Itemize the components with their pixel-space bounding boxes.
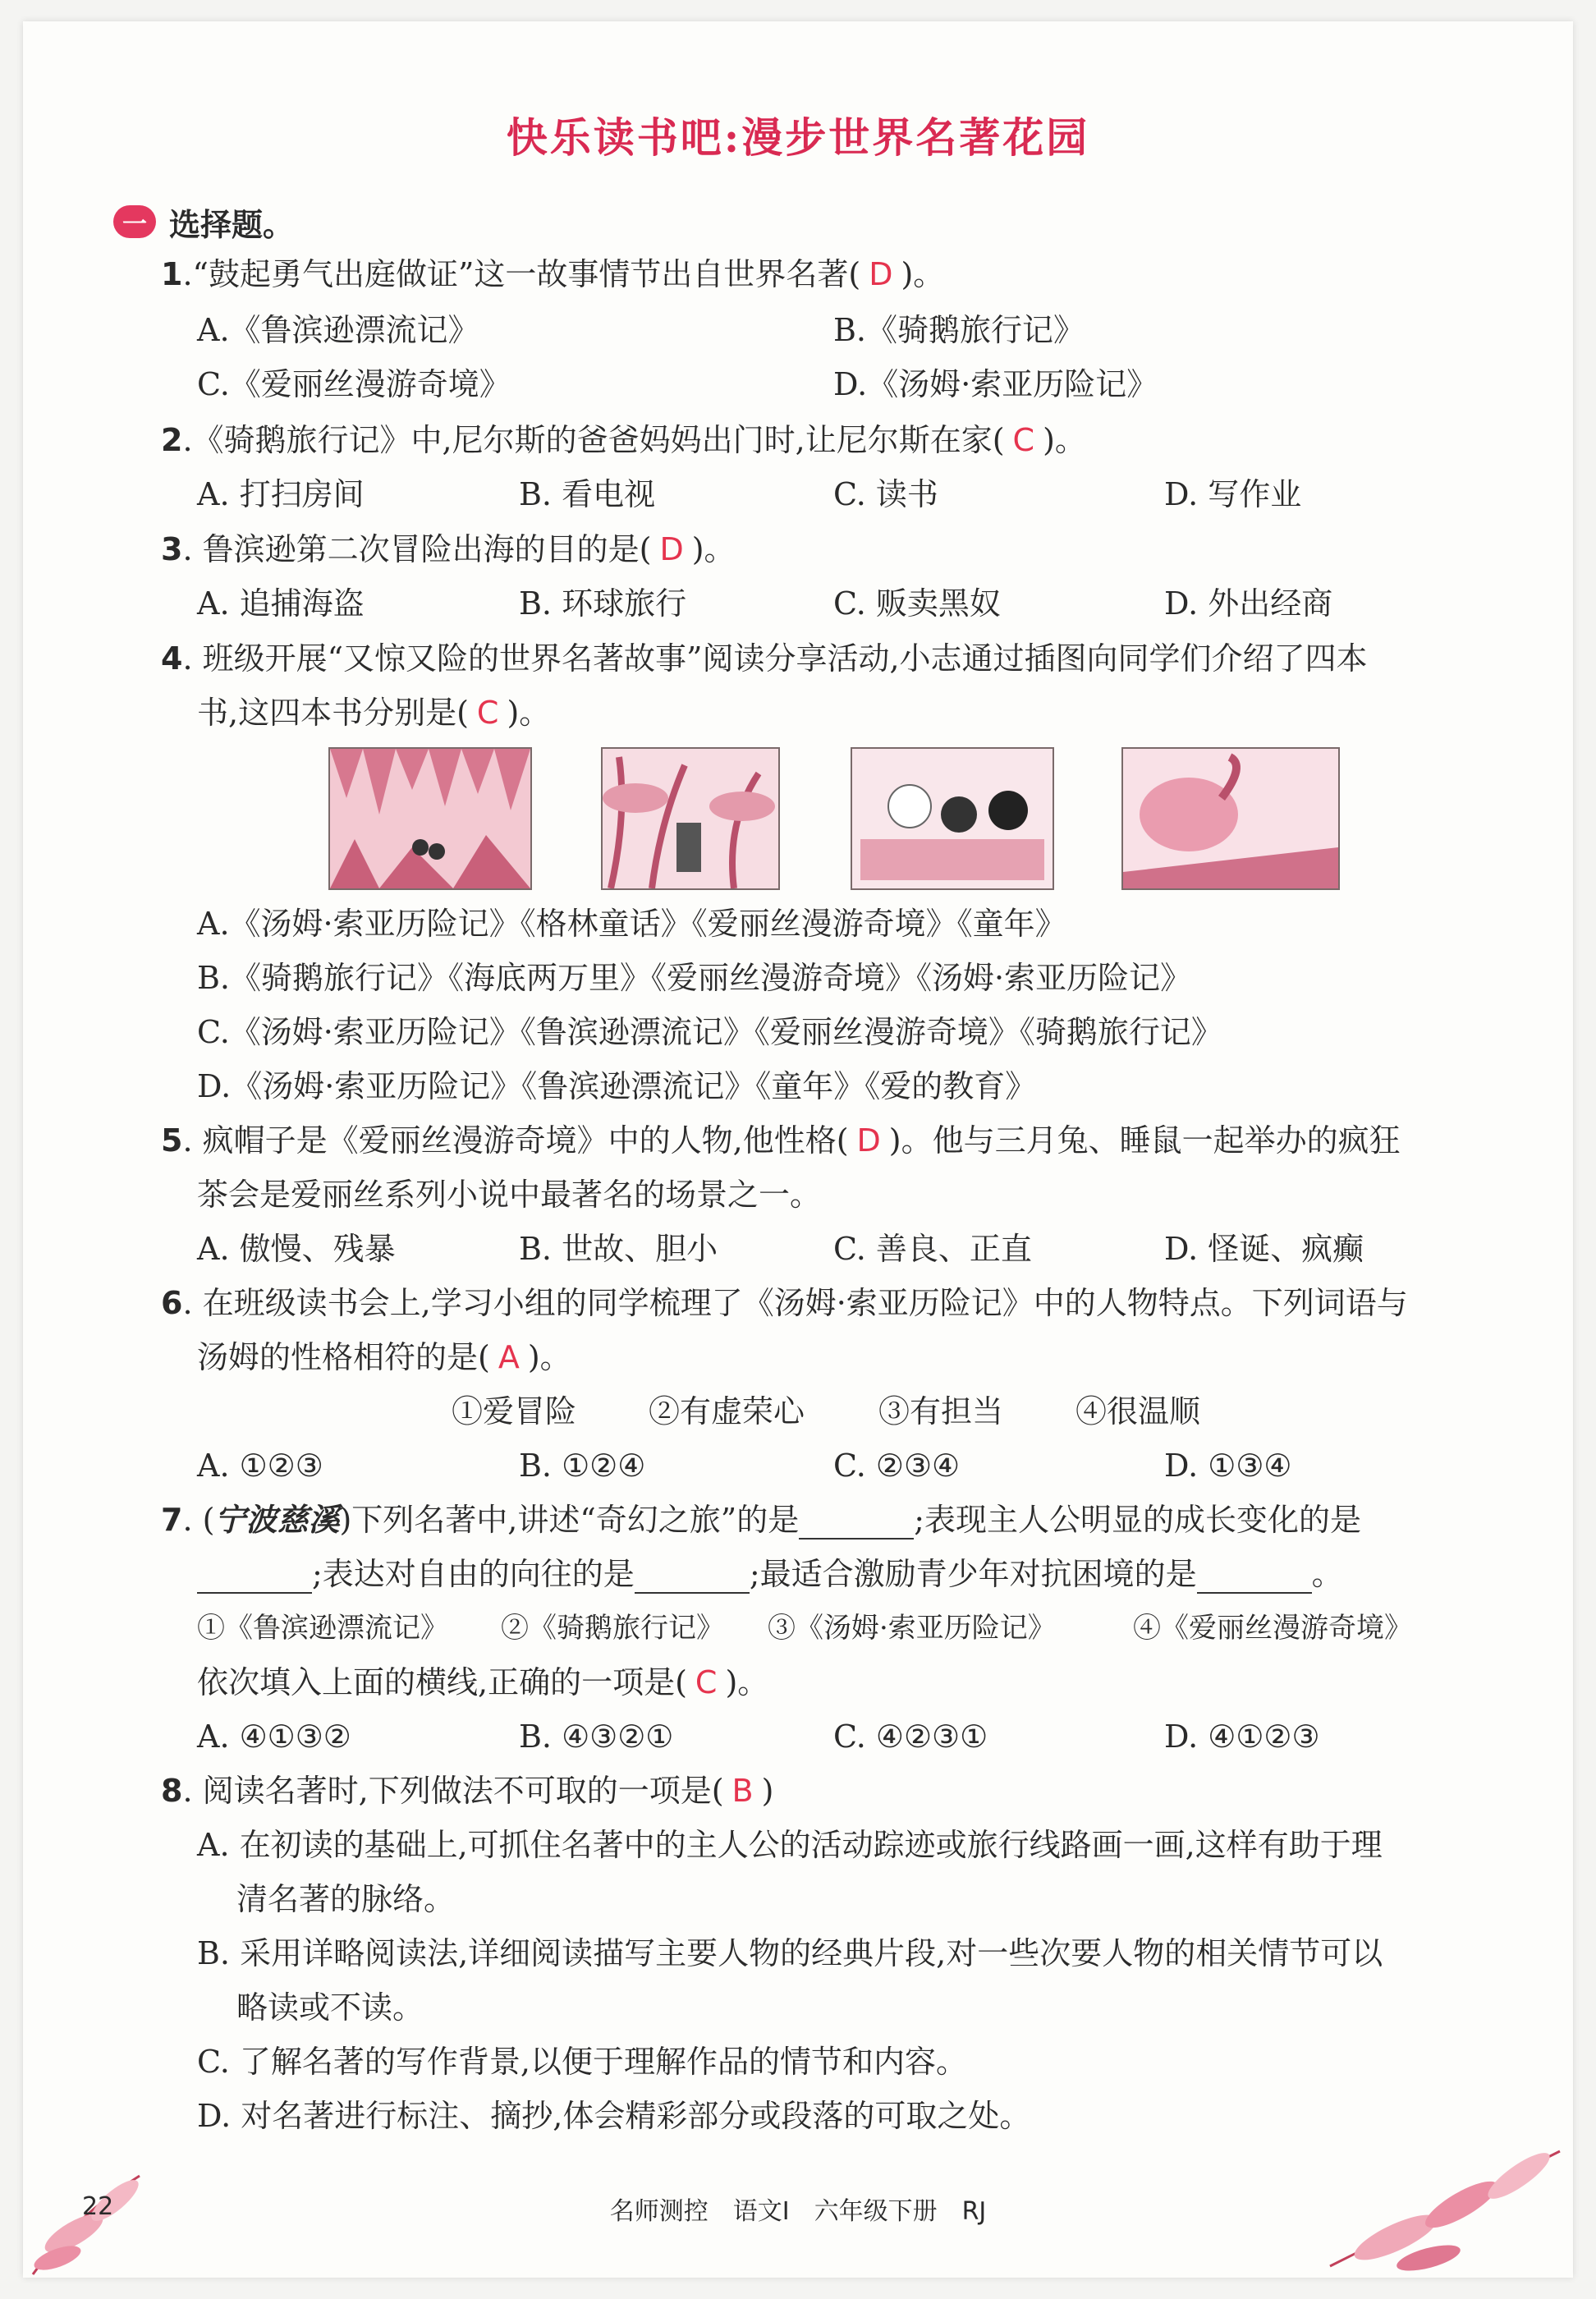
question-1: 1.“鼓起勇气出庭做证”这一故事情节出自世界名著( D )。 <box>161 256 945 292</box>
question-3: 3. 鲁滨逊第二次冒险出海的目的是( D )。 <box>161 531 736 567</box>
illustration-tea-party <box>851 747 1054 890</box>
q7-option-a: A. ④①③② <box>197 1719 351 1755</box>
q8-option-b: B. 采用详略阅读法,详细阅读描写主要人物的经典片段,对一些次要人物的相关情节可以 <box>197 1935 1383 1971</box>
q8-option-d: D. 对名著进行标注、摘抄,体会精彩部分或段落的可取之处。 <box>197 2098 1031 2134</box>
q7-option-d: D. ④①②③ <box>1164 1719 1320 1755</box>
q6-word-2: ②有虚荣心 <box>649 1393 805 1429</box>
page-number: 22 <box>82 2192 114 2221</box>
answer-8: B <box>732 1773 754 1809</box>
q4-option-c: C.《汤姆·索亚历险记》《鲁滨逊漂流记》《爱丽丝漫游奇境》《骑鹅旅行记》 <box>197 1014 1222 1050</box>
footer-text: 名师测控 语文Ⅰ 六年级下册 RJ <box>609 2197 987 2226</box>
question-6: 6. 在班级读书会上,学习小组的同学梳理了《汤姆·索亚历险记》中的人物特点。下列词语与 <box>161 1285 1408 1321</box>
q4-option-a: A.《汤姆·索亚历险记》《格林童话》《爱丽丝漫游奇境》《童年》 <box>197 906 1066 942</box>
question-5-cont: 茶会是爱丽丝系列小说中最著名的场景之一。 <box>197 1177 822 1213</box>
question-5: 5. 疯帽子是《爱丽丝漫游奇境》中的人物,他性格( D )。他与三月兔、睡鼠一起举办的疯狂 <box>161 1122 1401 1159</box>
illustration-cave <box>328 747 532 890</box>
answer-4: C <box>476 695 499 731</box>
q6-word-3: ③有担当 <box>878 1393 1004 1429</box>
q7-book-1: ①《鲁滨逊漂流记》 <box>197 1612 448 1645</box>
q5-option-d: D. 怪诞、疯癫 <box>1164 1231 1364 1267</box>
q3-option-a: A. 追捕海盗 <box>197 585 365 622</box>
question-7: 7. (宁波慈溪)下列名著中,讲述“奇幻之旅”的是 ;表现主人公明显的成长变化的是 <box>161 1501 1362 1538</box>
blank-4[interactable] <box>1197 1564 1312 1594</box>
q3-option-b: B. 环球旅行 <box>519 585 687 622</box>
question-8: 8. 阅读名著时,下列做法不可取的一项是( B ) <box>161 1773 774 1809</box>
answer-2: C <box>1012 422 1035 458</box>
q7-option-b: B. ④③②① <box>519 1719 674 1755</box>
q5-option-a: A. 傲慢、残暴 <box>197 1231 396 1267</box>
blank-2[interactable] <box>197 1564 312 1594</box>
q6-option-a: A. ①②③ <box>197 1448 323 1484</box>
q5-option-c: C. 善良、正直 <box>833 1231 1032 1267</box>
illustration-jungle <box>601 747 780 890</box>
q2-option-c: C. 读书 <box>833 476 938 512</box>
q6-word-1: ①爱冒险 <box>452 1393 577 1429</box>
q6-option-d: D. ①③④ <box>1164 1448 1292 1484</box>
page-title: 快乐读书吧:漫步世界名著花园 <box>506 113 1090 162</box>
question-4: 4. 班级开展“又惊又险的世界名著故事”阅读分享活动,小志通过插图向同学们介绍了四本 <box>161 640 1368 677</box>
q1-option-a: A.《鲁滨逊漂流记》 <box>197 312 479 348</box>
question-6-cont: 汤姆的性格相符的是( A )。 <box>197 1339 571 1375</box>
q4-option-b: B.《骑鹅旅行记》《海底两万里》《爱丽丝漫游奇境》《汤姆·索亚历险记》 <box>197 960 1192 996</box>
blank-3[interactable] <box>635 1564 750 1594</box>
answer-7: C <box>695 1664 718 1700</box>
section-number-badge: 一 <box>113 205 156 238</box>
q7-book-2: ②《骑鹅旅行记》 <box>501 1612 724 1645</box>
q2-option-b: B. 看电视 <box>519 476 656 512</box>
answer-6: A <box>498 1339 520 1375</box>
question-source: 宁波慈溪 <box>214 1501 340 1538</box>
question-7-prompt: 依次填入上面的横线,正确的一项是( C )。 <box>197 1664 769 1700</box>
q7-book-3: ③《汤姆·索亚历险记》 <box>768 1612 1056 1645</box>
q3-option-d: D. 外出经商 <box>1164 585 1333 622</box>
answer-5: D <box>856 1122 881 1159</box>
q8-option-b-cont: 略读或不读。 <box>236 1989 424 2026</box>
q7-option-c: C. ④②③① <box>833 1719 988 1755</box>
answer-3: D <box>659 531 684 567</box>
q2-option-d: D. 写作业 <box>1164 476 1302 512</box>
q3-option-c: C. 贩卖黑奴 <box>833 585 1001 622</box>
q5-option-b: B. 世故、胆小 <box>519 1231 718 1267</box>
q6-option-c: C. ②③④ <box>833 1448 961 1484</box>
answer-1: D <box>869 256 893 292</box>
question-2: 2.《骑鹅旅行记》中,尼尔斯的爸爸妈妈出门时,让尼尔斯在家( C )。 <box>161 422 1086 458</box>
q6-word-4: ④很温顺 <box>1075 1393 1201 1429</box>
section-label: 选择题。 <box>169 205 295 243</box>
question-4-cont: 书,这四本书分别是( C )。 <box>197 695 551 731</box>
q1-option-c: C.《爱丽丝漫游奇境》 <box>197 366 511 402</box>
q8-option-a-cont: 清名著的脉络。 <box>236 1881 456 1917</box>
section-heading <box>113 197 294 246</box>
question-7-cont: ;表达对自由的向往的是 ;最适合激励青少年对抗困境的是 。 <box>197 1554 1343 1594</box>
blank-1[interactable] <box>799 1510 914 1540</box>
q1-option-b: B.《骑鹅旅行记》 <box>833 312 1085 348</box>
q6-option-b: B. ①②④ <box>519 1448 646 1484</box>
q1-option-d: D.《汤姆·索亚历险记》 <box>833 366 1158 402</box>
q4-option-d: D.《汤姆·索亚历险记》《鲁滨逊漂流记》《童年》《爱的教育》 <box>197 1068 1037 1104</box>
q8-option-c: C. 了解名著的写作背景,以便于理解作品的情节和内容。 <box>197 2044 967 2080</box>
q8-option-a: A. 在初读的基础上,可抓住名著中的主人公的活动踪迹或旅行线路画一画,这样有助于理 <box>197 1827 1383 1863</box>
q2-option-a: A. 打扫房间 <box>197 476 365 512</box>
q7-book-4: ④《爱丽丝漫游奇境》 <box>1133 1612 1412 1645</box>
illustration-goose <box>1121 747 1340 890</box>
